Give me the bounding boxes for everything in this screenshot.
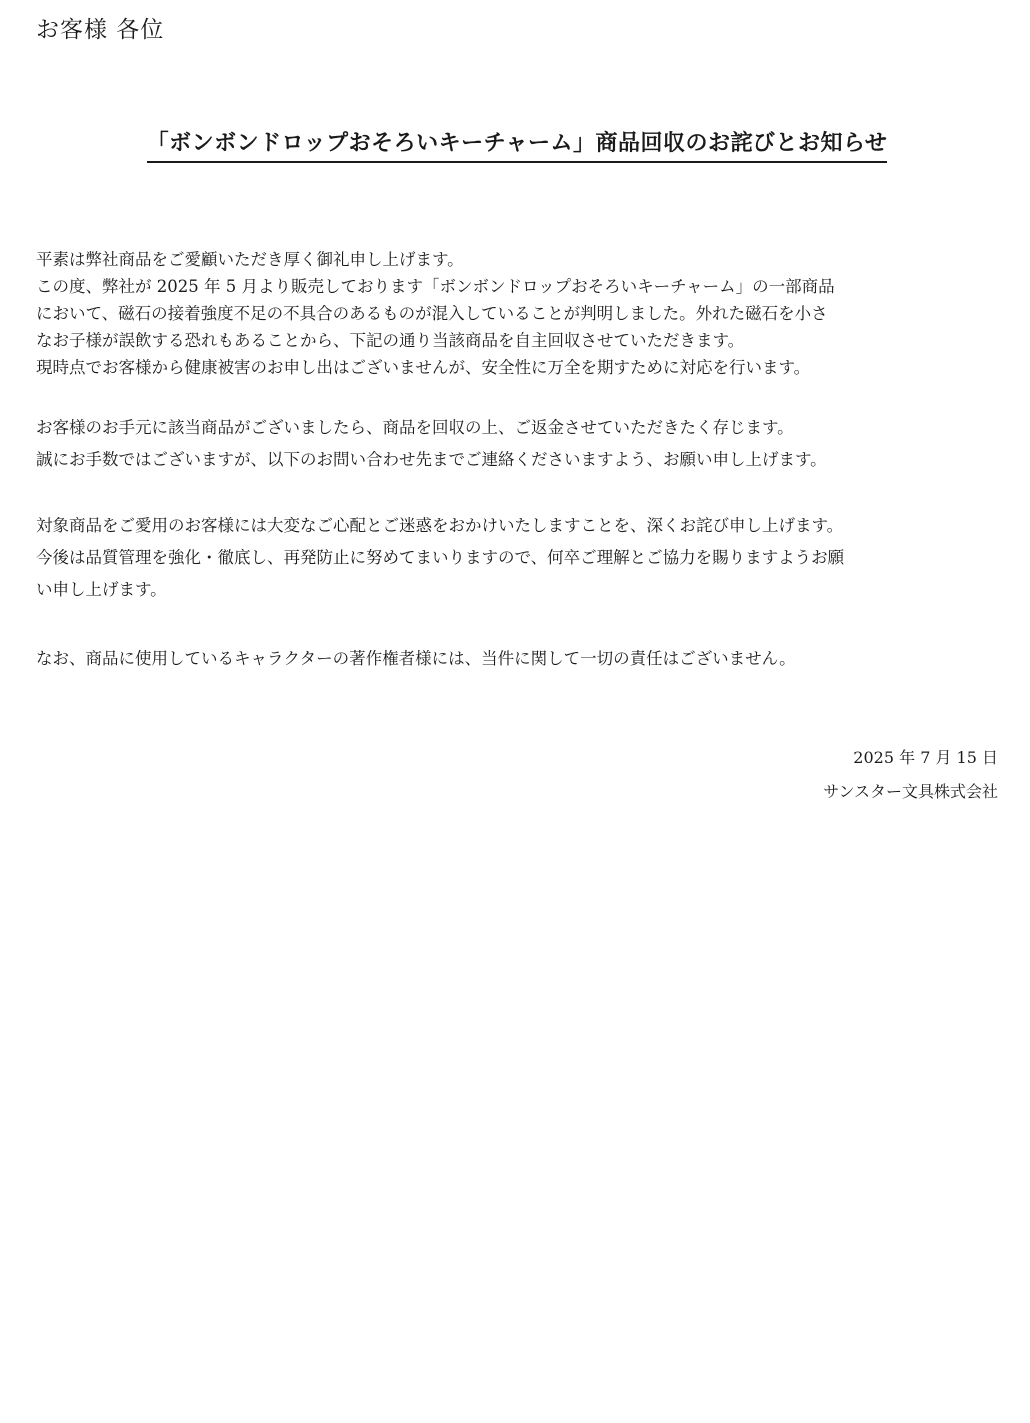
paragraph-line: 対象商品をご愛用のお客様には大変なご心配とご迷惑をおかけいたしますことを、深くお詫び申し上げます。 — [36, 516, 844, 535]
paragraph-line: 誠にお手数ではございますが、以下のお問い合わせ先までご連絡くださいますよう、お願い申し上げます。 — [36, 450, 827, 469]
issue-date: 2025 年 7 月 15 日 — [853, 748, 998, 767]
salutation: お客様 各位 — [36, 17, 165, 43]
apology-paragraph — [36, 510, 992, 606]
paragraph-line: お客様のお手元に該当商品がございましたら、商品を回収の上、ご返金させていただきたく存じます。 — [36, 418, 794, 437]
title-container — [90, 128, 944, 163]
intro-paragraph — [36, 246, 992, 381]
page-title: 「ボンボンドロップおそろいキーチャーム」商品回収のお詫びとお知らせ — [147, 128, 888, 163]
paragraph-line: なお子様が誤飲する恐れもあることから、下記の通り当該商品を自主回収させていただきます。 — [36, 331, 745, 350]
paragraph-line: なお、商品に使用しているキャラクターの著作権者様には、当件に関して一切の責任はございません。 — [36, 649, 796, 668]
paragraph-line: 平素は弊社商品をご愛顧いただき厚く御礼申し上げます。 — [36, 250, 464, 269]
paragraph-line: い申し上げます。 — [36, 580, 167, 599]
request-paragraph — [36, 412, 992, 476]
paragraph-line: において、磁石の接着強度不足の不具合のあるものが混入していることが判明しました。外れた磁石を小さ — [36, 304, 828, 323]
paragraph-line: 現時点でお客様から健康被害のお申し出はございませんが、安全性に万全を期すために対応を行います。 — [36, 358, 811, 377]
paragraph-line: 今後は品質管理を強化・徹底し、再発防止に努めてまいりますので、何卒ご理解とご協力を賜りますようお願 — [36, 548, 845, 567]
company-name: サンスター文具株式会社 — [823, 782, 998, 801]
paragraph-line: この度、弊社が 2025 年 5 月より販売しております「ボンボンドロップおそろいキーチャーム」の一部商品 — [36, 277, 835, 296]
note-paragraph — [36, 645, 992, 672]
